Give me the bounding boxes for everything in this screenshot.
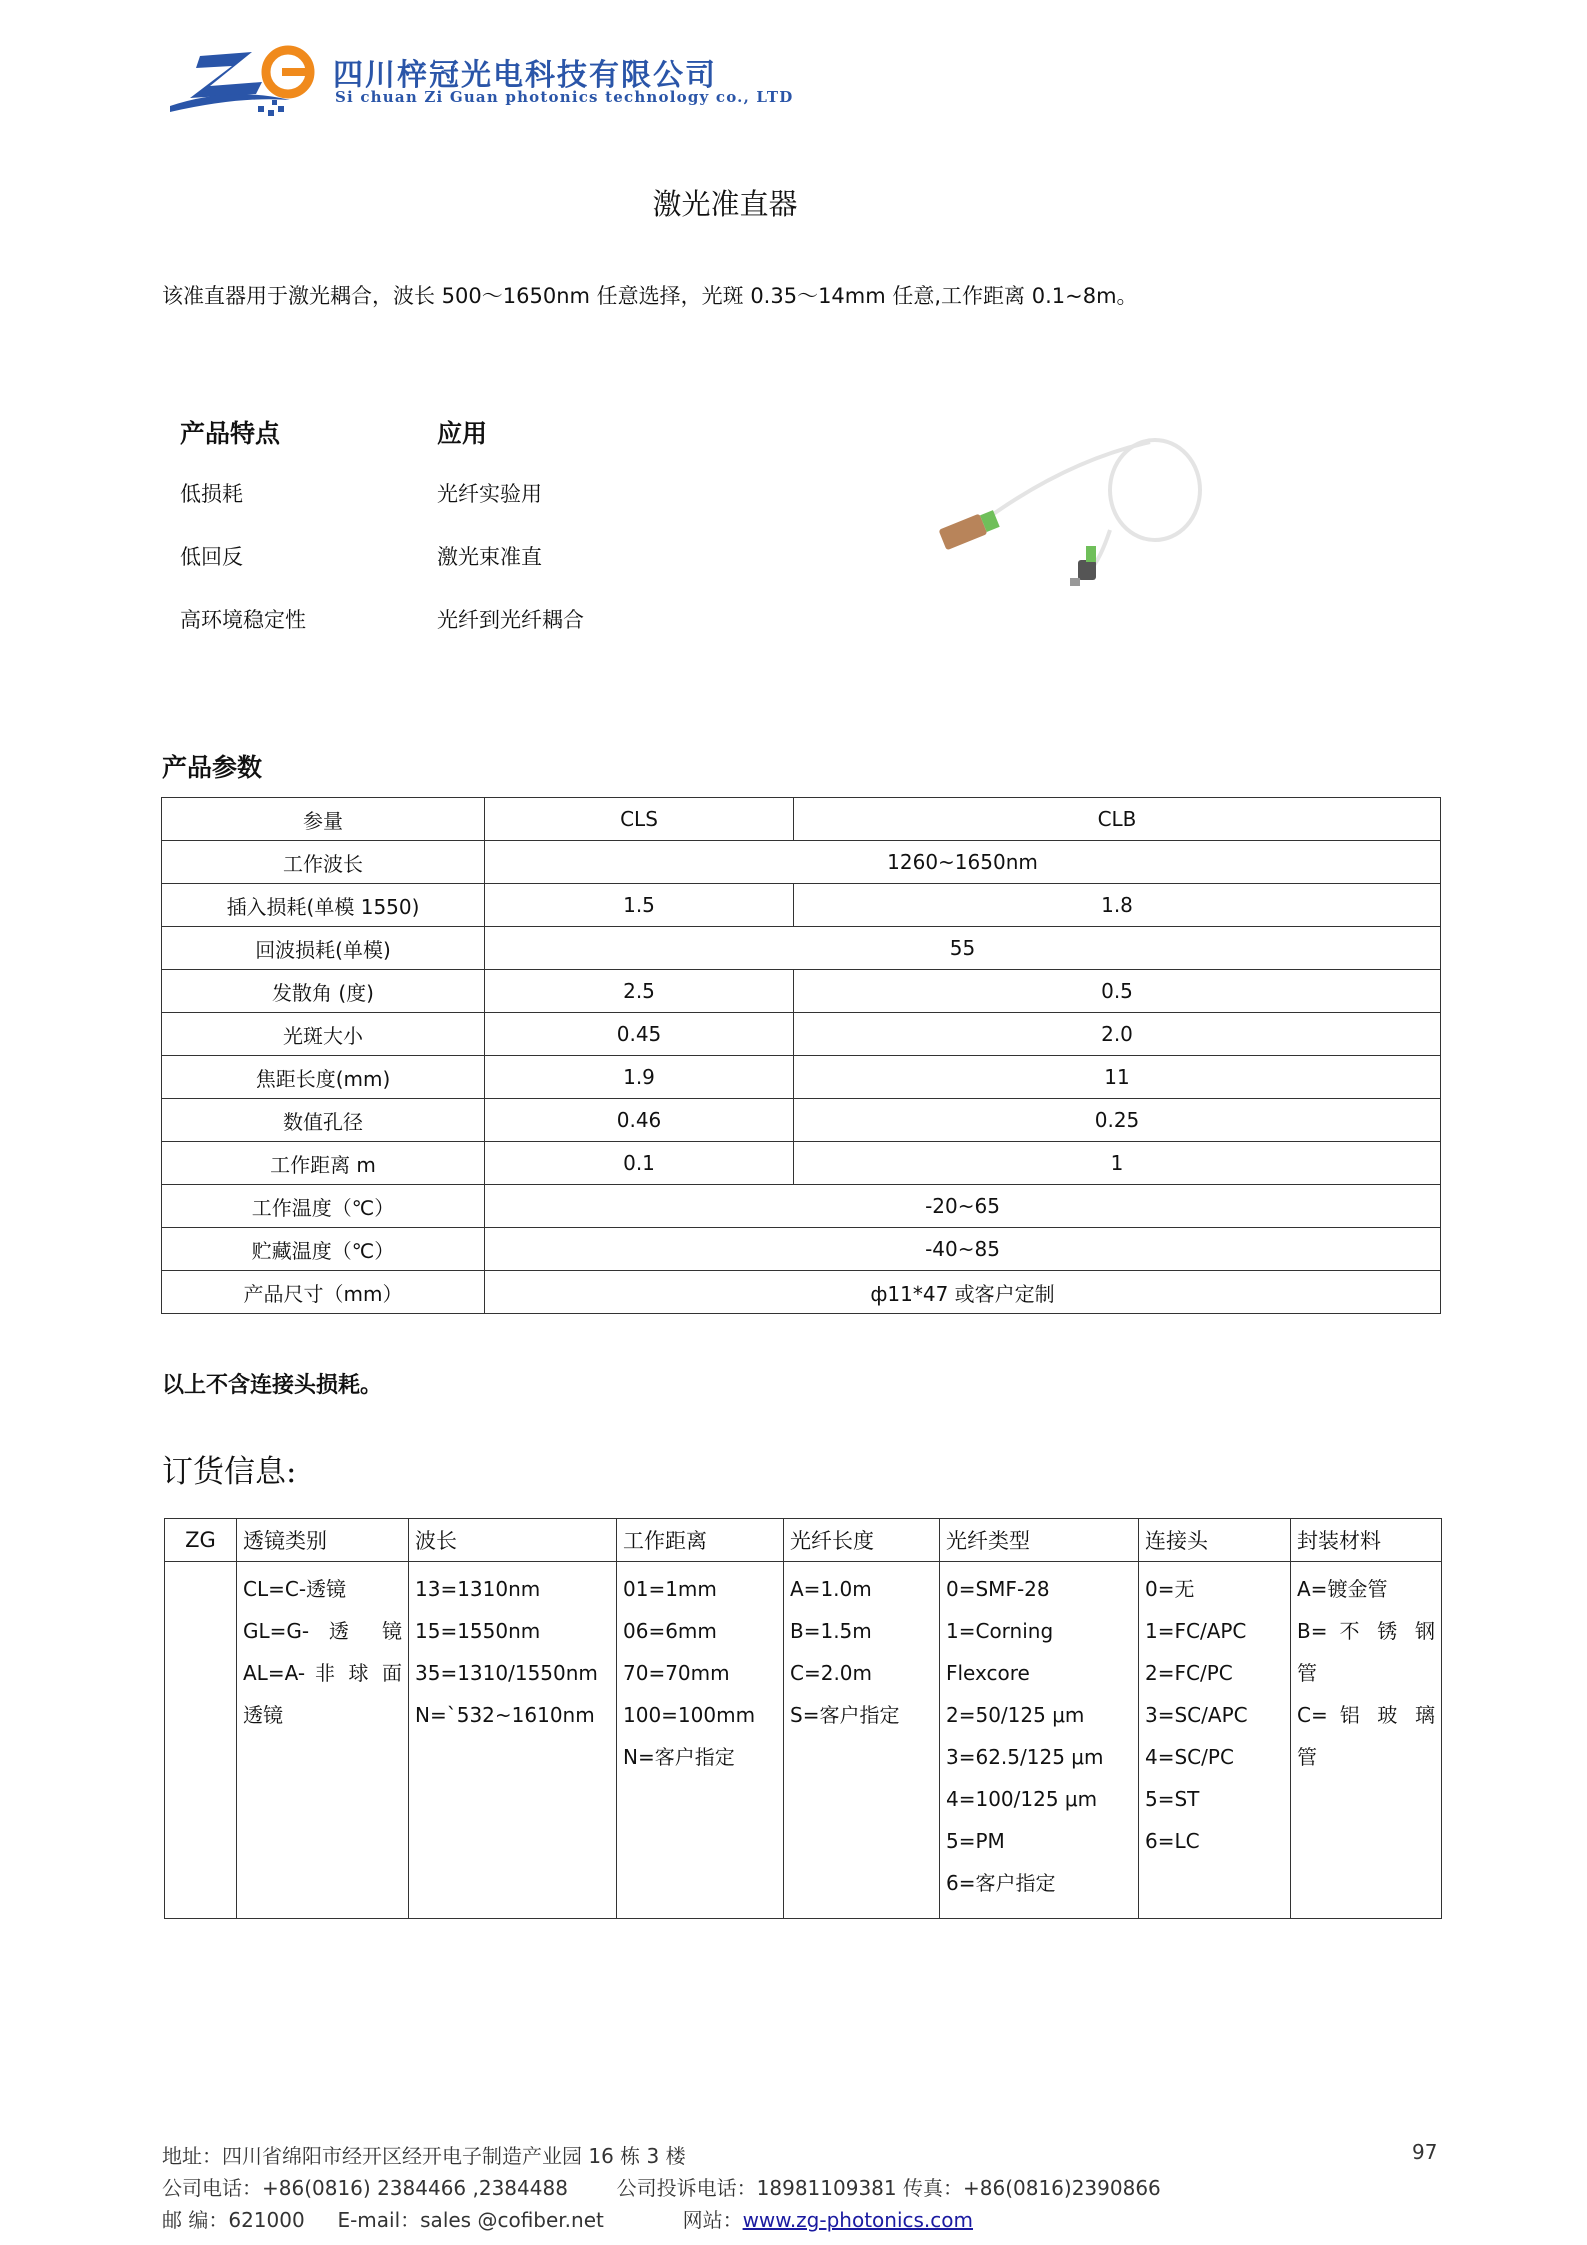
table-row (162, 1142, 1441, 1185)
param-value: -40~85 (485, 1228, 1441, 1271)
table-row (162, 884, 1441, 927)
page-title: 激光准直器 (652, 187, 798, 221)
table-row (162, 970, 1441, 1013)
column-header: 工作距离 (617, 1519, 784, 1562)
table-row (165, 1562, 1442, 1919)
param-value: ф11*47 或客户定制 (485, 1271, 1441, 1314)
option-item: 13=1310nm (415, 1577, 541, 1601)
order-table (164, 1518, 1442, 1919)
option-item: 1=FC/APC (1145, 1619, 1247, 1643)
param-name: 工作距离 m (162, 1142, 485, 1185)
collimator-product-image (930, 420, 1230, 600)
wavelength-cell (409, 1562, 617, 1919)
option-item: 01=1mm (623, 1577, 717, 1601)
param-value: 55 (485, 927, 1441, 970)
option-item: 3=SC/APC (1145, 1703, 1248, 1727)
table-row (165, 1519, 1442, 1562)
applications-heading: 应用 (437, 419, 488, 448)
param-name: 焦距长度(mm) (162, 1056, 485, 1099)
params-heading: 产品参数 (162, 753, 263, 782)
option-item: Flexcore (946, 1661, 1030, 1685)
footer-complaint-phone: 公司投诉电话：18981109381 传真：+86(0816)2390866 (616, 2176, 1161, 2200)
option-item: C=2.0m (790, 1661, 873, 1685)
option-item: GL=G- 透 镜 (243, 1619, 402, 1643)
footer-site-label: 网站： (682, 2208, 743, 2232)
column-header: 参量 (162, 798, 485, 841)
param-value-cls: 0.1 (485, 1142, 794, 1185)
application-item: 光纤到光纤耦合 (437, 608, 584, 632)
params-table (161, 797, 1441, 1314)
param-value-cls: 0.46 (485, 1099, 794, 1142)
footer-phone: 公司电话：+86(0816) 2384466 ,2384488 (162, 2176, 568, 2200)
option-item: 5=PM (946, 1829, 1005, 1853)
zg-cell (165, 1562, 237, 1919)
option-item: N=客户指定 (623, 1745, 735, 1769)
intro-text: 该准直器用于激光耦合，波长 500～1650nm 任意选择，光斑 0.35～14mm 任意,工作距离 0.1~8m。 (162, 284, 1138, 308)
application-item: 光纤实验用 (437, 482, 542, 506)
option-item: 0=SMF-28 (946, 1577, 1050, 1601)
option-item: 4=SC/PC (1145, 1745, 1234, 1769)
order-heading: 订货信息: (162, 1454, 297, 1490)
option-item: 5=ST (1145, 1787, 1200, 1811)
feature-item: 低回反 (180, 545, 243, 569)
option-item: 4=100/125 μm (946, 1787, 1098, 1811)
param-name: 数值孔径 (162, 1099, 485, 1142)
param-value-cls: 2.5 (485, 970, 794, 1013)
features-heading: 产品特点 (180, 419, 281, 448)
company-name-cn: 四川梓冠光电科技有限公司 (333, 58, 717, 93)
column-header: ZG (165, 1519, 237, 1562)
column-header: CLB (794, 798, 1441, 841)
param-value-clb: 0.25 (794, 1099, 1441, 1142)
company-logo (170, 42, 318, 120)
fiber-length-cell (784, 1562, 940, 1919)
feature-item: 低损耗 (180, 482, 243, 506)
param-name: 产品尺寸（mm） (162, 1271, 485, 1314)
working-distance-cell (617, 1562, 784, 1919)
table-row (162, 927, 1441, 970)
option-item: 6=LC (1145, 1829, 1200, 1853)
column-header: 透镜类别 (237, 1519, 409, 1562)
column-header: 光纤长度 (784, 1519, 940, 1562)
param-value: -20~65 (485, 1185, 1441, 1228)
option-item: 管 (1297, 1745, 1317, 1769)
footer (162, 2140, 1161, 2236)
option-item: 15=1550nm (415, 1619, 541, 1643)
package-material-cell (1291, 1562, 1442, 1919)
footer-address: 地址：四川省绵阳市经开区经开电子制造产业园 16 栋 3 楼 (162, 2144, 686, 2168)
column-header: 光纤类型 (940, 1519, 1139, 1562)
option-item: S=客户指定 (790, 1703, 900, 1727)
param-value-clb: 11 (794, 1056, 1441, 1099)
option-item: N=`532~1610nm (415, 1703, 595, 1727)
option-item: 6=客户指定 (946, 1871, 1056, 1895)
param-name: 工作温度（℃） (162, 1185, 485, 1228)
table-row (162, 1185, 1441, 1228)
option-item: 06=6mm (623, 1619, 717, 1643)
option-item: 管 (1297, 1661, 1317, 1685)
logo-text: ZG (170, 42, 172, 43)
note-text: 以上不含连接头损耗。 (162, 1372, 383, 1398)
param-value-clb: 1.8 (794, 884, 1441, 927)
option-item: A=1.0m (790, 1577, 872, 1601)
fiber-type-cell (940, 1562, 1139, 1919)
param-name: 回波损耗(单模) (162, 927, 485, 970)
option-item: B= 不 锈 钢 (1297, 1619, 1435, 1643)
table-row (162, 1056, 1441, 1099)
option-item: 0=无 (1145, 1577, 1195, 1601)
option-item: 2=50/125 μm (946, 1703, 1085, 1727)
lens-type-cell (237, 1562, 409, 1919)
footer-email: E-mail：sales @cofiber.net (337, 2208, 604, 2232)
application-item: 激光束准直 (437, 545, 542, 569)
param-name: 光斑大小 (162, 1013, 485, 1056)
param-name: 贮藏温度（℃） (162, 1228, 485, 1271)
option-item: 70=70mm (623, 1661, 730, 1685)
param-value-clb: 2.0 (794, 1013, 1441, 1056)
table-row (162, 1099, 1441, 1142)
column-header: 连接头 (1139, 1519, 1291, 1562)
option-item: C= 铝 玻 璃 (1297, 1703, 1435, 1727)
column-header: 波长 (409, 1519, 617, 1562)
option-item: CL=C-透镜 (243, 1577, 347, 1601)
table-row (162, 1271, 1441, 1314)
param-name: 发散角 (度) (162, 970, 485, 1013)
param-name: 插入损耗(单模 1550) (162, 884, 485, 927)
option-item: 2=FC/PC (1145, 1661, 1233, 1685)
footer-postcode: 邮 编：621000 (162, 2208, 305, 2232)
option-item: 35=1310/1550nm (415, 1661, 598, 1685)
param-value: 1260~1650nm (485, 841, 1441, 884)
option-item: 100=100mm (623, 1703, 756, 1727)
option-item: B=1.5m (790, 1619, 872, 1643)
option-item: 透镜 (243, 1703, 283, 1727)
table-row (162, 1228, 1441, 1271)
param-value-cls: 1.5 (485, 884, 794, 927)
column-header: 封装材料 (1291, 1519, 1442, 1562)
table-row (162, 798, 1441, 841)
feature-item: 高环境稳定性 (180, 608, 306, 632)
param-value-cls: 0.45 (485, 1013, 794, 1056)
param-name: 工作波长 (162, 841, 485, 884)
company-name-en: Si chuan Zi Guan photonics technology co., LTD (335, 88, 794, 106)
param-value-clb: 1 (794, 1142, 1441, 1185)
option-item: 1=Corning (946, 1619, 1054, 1643)
param-value-clb: 0.5 (794, 970, 1441, 1013)
page-number: 97 (1412, 2140, 1438, 2164)
connector-cell (1139, 1562, 1291, 1919)
option-item: 3=62.5/125 μm (946, 1745, 1104, 1769)
option-item: AL=A- 非 球 面 (243, 1661, 402, 1685)
table-row (162, 1013, 1441, 1056)
footer-website-link[interactable]: www.zg-photonics.com (742, 2208, 973, 2232)
table-row (162, 841, 1441, 884)
column-header: CLS (485, 798, 794, 841)
param-value-cls: 1.9 (485, 1056, 794, 1099)
option-item: A=镀金管 (1297, 1577, 1388, 1601)
